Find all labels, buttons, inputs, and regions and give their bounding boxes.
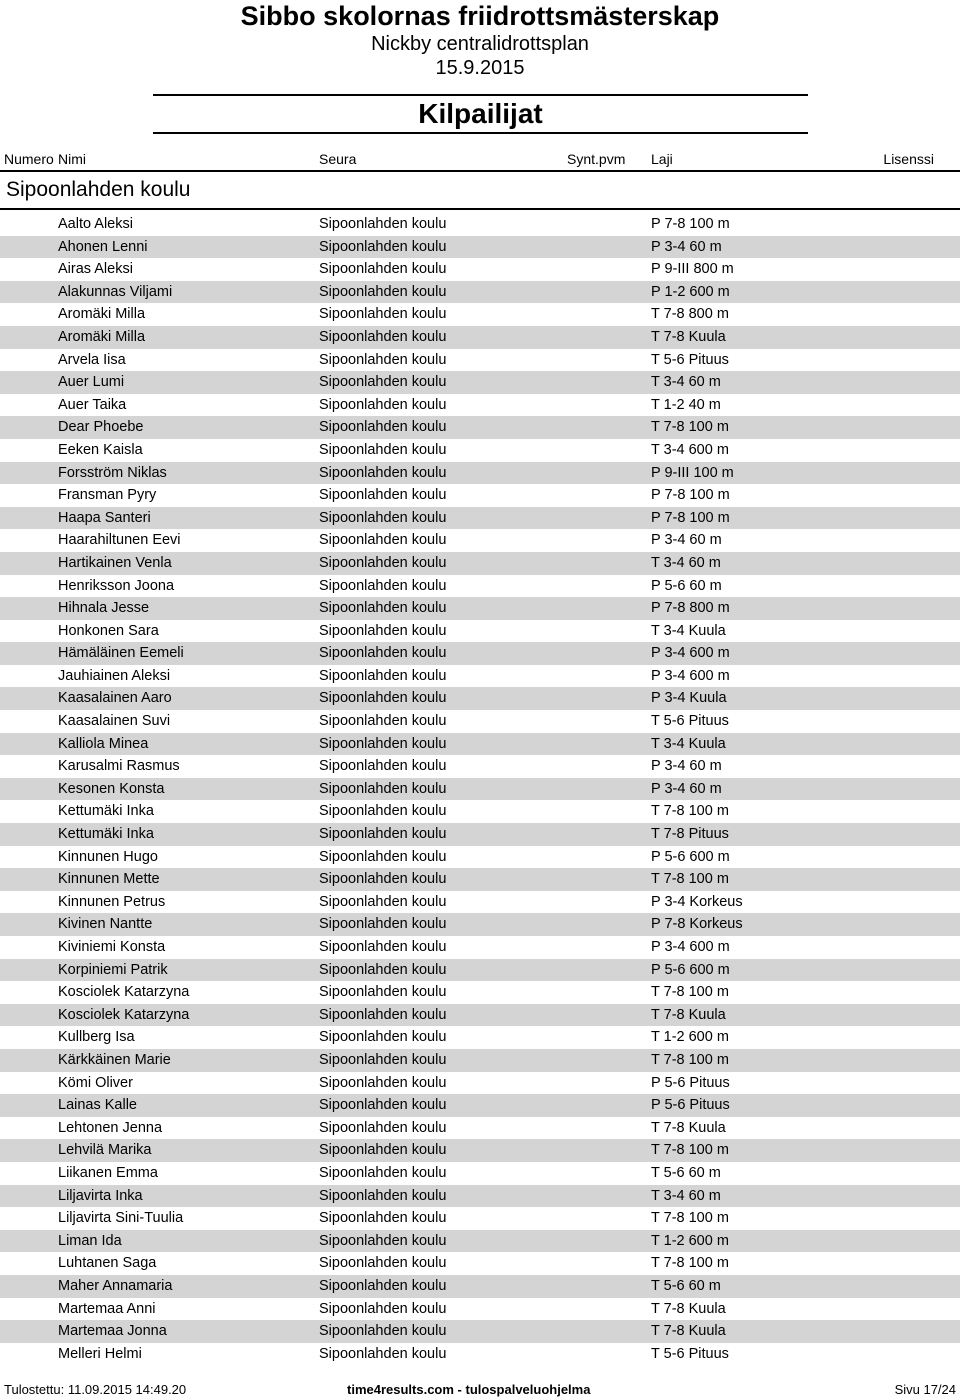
table-row bbox=[0, 371, 960, 394]
competitor-event: T 7-8 100 m bbox=[651, 1051, 729, 1068]
col-header-nimi: Nimi bbox=[58, 151, 86, 167]
competitor-club: Sipoonlahden koulu bbox=[319, 667, 447, 684]
competitor-name: Jauhiainen Aleksi bbox=[58, 667, 171, 684]
competitor-name: Kettumäki Inka bbox=[58, 803, 154, 820]
table-row bbox=[0, 529, 960, 552]
competitor-club: Sipoonlahden koulu bbox=[319, 1164, 447, 1181]
table-row bbox=[0, 213, 960, 236]
competitor-event: P 3-4 60 m bbox=[651, 238, 722, 255]
competitor-event: T 7-8 100 m bbox=[651, 1142, 729, 1159]
table-row bbox=[0, 642, 960, 665]
competitor-club: Sipoonlahden koulu bbox=[319, 283, 447, 300]
col-header-laji: Laji bbox=[651, 151, 673, 167]
column-headers bbox=[0, 148, 960, 172]
competitor-name: Kosciolek Katarzyna bbox=[58, 1006, 190, 1023]
competitor-club: Sipoonlahden koulu bbox=[319, 984, 447, 1001]
competitor-name: Forsström Niklas bbox=[58, 464, 167, 481]
competitor-name: Korpiniemi Patrik bbox=[58, 961, 168, 978]
competitor-club: Sipoonlahden koulu bbox=[319, 328, 447, 345]
competitor-club: Sipoonlahden koulu bbox=[319, 939, 447, 955]
competitor-event: P 5-6 Pituus bbox=[651, 1097, 730, 1114]
competitor-event: P 3-4 600 m bbox=[651, 667, 730, 684]
competitor-name: Aromäki Milla bbox=[58, 306, 146, 323]
table-row bbox=[0, 687, 960, 710]
competitor-event: P 1-2 600 m bbox=[651, 283, 730, 300]
competitor-club: Sipoonlahden koulu bbox=[319, 780, 447, 797]
table-row bbox=[0, 981, 960, 1004]
competitor-event: P 3-4 60 m bbox=[651, 780, 722, 797]
competitor-event: T 1-2 600 m bbox=[651, 1232, 729, 1249]
competitor-event: T 7-8 Kuula bbox=[651, 1006, 726, 1023]
table-row bbox=[0, 575, 960, 598]
table-row bbox=[0, 1252, 960, 1275]
competitor-event: T 3-4 Kuula bbox=[651, 622, 726, 639]
competitor-club: Sipoonlahden koulu bbox=[319, 396, 447, 413]
competitor-name: Airas Aleksi bbox=[58, 261, 133, 278]
table-row bbox=[0, 1275, 960, 1298]
table-row bbox=[0, 710, 960, 733]
competitor-club: Sipoonlahden koulu bbox=[319, 916, 447, 933]
competitor-name: Hartikainen Venla bbox=[58, 554, 172, 571]
competitor-club: Sipoonlahden koulu bbox=[319, 216, 447, 232]
competitor-event: T 7-8 Kuula bbox=[651, 1300, 726, 1317]
competitor-name: Fransman Pyry bbox=[58, 487, 157, 504]
competitor-event: T 3-4 60 m bbox=[651, 1187, 721, 1204]
competitor-event: P 3-4 60 m bbox=[651, 532, 722, 549]
competitor-name: Kärkkäinen Marie bbox=[58, 1051, 171, 1068]
table-row bbox=[0, 755, 960, 778]
competitor-event: T 7-8 Kuula bbox=[651, 328, 726, 345]
competitor-club: Sipoonlahden koulu bbox=[319, 261, 447, 278]
competitor-event: T 1-2 40 m bbox=[651, 396, 721, 413]
competitor-event: P 7-8 Korkeus bbox=[651, 916, 743, 933]
col-header-syntpvm: Synt.pvm bbox=[567, 151, 626, 167]
table-row bbox=[0, 800, 960, 823]
venue: Nickby centralidrottsplan bbox=[371, 33, 589, 55]
competitor-name: Ahonen Lenni bbox=[58, 238, 148, 255]
group-header bbox=[0, 172, 960, 210]
table-row bbox=[0, 1343, 960, 1366]
competitor-name: Liman Ida bbox=[58, 1232, 122, 1249]
competitor-club: Sipoonlahden koulu bbox=[319, 713, 447, 730]
competitor-club: Sipoonlahden koulu bbox=[319, 1255, 447, 1272]
competitor-club: Sipoonlahden koulu bbox=[319, 238, 447, 255]
table-row bbox=[0, 484, 960, 507]
competitor-club: Sipoonlahden koulu bbox=[319, 419, 447, 436]
table-row bbox=[0, 1298, 960, 1321]
competitor-event: P 7-8 800 m bbox=[651, 600, 730, 617]
competitor-event: T 7-8 100 m bbox=[651, 803, 729, 820]
competitor-club: Sipoonlahden koulu bbox=[319, 1345, 447, 1362]
competitor-club: Sipoonlahden koulu bbox=[319, 1210, 447, 1227]
table-row bbox=[0, 846, 960, 869]
competitor-club: Sipoonlahden koulu bbox=[319, 735, 447, 752]
competitor-name: Eeken Kaisla bbox=[58, 441, 143, 458]
table-row bbox=[0, 303, 960, 326]
table-row bbox=[0, 416, 960, 439]
competitor-event: T 7-8 Kuula bbox=[651, 1119, 726, 1136]
competitor-club: Sipoonlahden koulu bbox=[319, 848, 447, 865]
competitor-name: Kettumäki Inka bbox=[58, 826, 154, 843]
competitor-name: Karusalmi Rasmus bbox=[58, 758, 180, 775]
table-row bbox=[0, 1117, 960, 1140]
competitor-club: Sipoonlahden koulu bbox=[319, 1074, 447, 1091]
competitor-club: Sipoonlahden koulu bbox=[319, 1097, 447, 1114]
table-row bbox=[0, 1049, 960, 1072]
competitor-club: Sipoonlahden koulu bbox=[319, 351, 447, 368]
competitor-event: T 7-8 Kuula bbox=[651, 1323, 726, 1340]
competitor-name: Aalto Aleksi bbox=[58, 216, 133, 232]
competitor-event: P 7-8 100 m bbox=[651, 216, 730, 232]
competitor-event: P 3-4 Kuula bbox=[651, 690, 727, 707]
event-title: Sibbo skolornas friidrottsmästerskap bbox=[240, 1, 720, 31]
competitor-club: Sipoonlahden koulu bbox=[319, 1142, 447, 1159]
competitor-club: Sipoonlahden koulu bbox=[319, 554, 447, 571]
table-row bbox=[0, 394, 960, 417]
competitor-event: P 3-4 60 m bbox=[651, 758, 722, 775]
competitor-name: Melleri Helmi bbox=[58, 1345, 142, 1362]
competitor-name: Kinnunen Mette bbox=[58, 871, 160, 888]
competitor-name: Haarahiltunen Eevi bbox=[58, 532, 181, 549]
table-row bbox=[0, 462, 960, 485]
table-row bbox=[0, 281, 960, 304]
competitor-name: Kalliola Minea bbox=[58, 735, 149, 752]
competitor-name: Honkonen Sara bbox=[58, 622, 159, 639]
competitor-club: Sipoonlahden koulu bbox=[319, 1006, 447, 1023]
competitor-event: T 5-6 Pituus bbox=[651, 1345, 729, 1362]
competitor-club: Sipoonlahden koulu bbox=[319, 441, 447, 458]
competitor-name: Dear Phoebe bbox=[58, 419, 144, 436]
competitor-event: T 3-4 600 m bbox=[651, 441, 729, 458]
competitor-club: Sipoonlahden koulu bbox=[319, 758, 447, 775]
competitor-name: Martemaa Jonna bbox=[58, 1323, 167, 1340]
competitor-event: P 7-8 100 m bbox=[651, 487, 730, 504]
section-title-box bbox=[153, 94, 808, 134]
competitor-event: T 5-6 Pituus bbox=[651, 351, 729, 368]
print-timestamp: Tulostettu: 11.09.2015 14:49.20 bbox=[4, 1382, 187, 1397]
competitor-name: Arvela Iisa bbox=[58, 351, 126, 368]
competitor-event: T 7-8 100 m bbox=[651, 871, 729, 888]
table-row bbox=[0, 1139, 960, 1162]
table-row bbox=[0, 1230, 960, 1253]
competitor-name: Auer Taika bbox=[58, 396, 127, 413]
competitor-club: Sipoonlahden koulu bbox=[319, 532, 447, 549]
competitor-club: Sipoonlahden koulu bbox=[319, 803, 447, 820]
competitor-name: Aromäki Milla bbox=[58, 328, 146, 345]
competitor-club: Sipoonlahden koulu bbox=[319, 1323, 447, 1340]
table-row bbox=[0, 733, 960, 756]
competitor-name: Kaasalainen Suvi bbox=[58, 713, 171, 730]
competitor-club: Sipoonlahden koulu bbox=[319, 1051, 447, 1068]
competitor-name: Alakunnas Viljami bbox=[58, 283, 173, 300]
competitor-name: Lehvilä Marika bbox=[58, 1142, 152, 1159]
competitor-club: Sipoonlahden koulu bbox=[319, 690, 447, 707]
competitor-event: T 7-8 100 m bbox=[651, 419, 729, 436]
table-row bbox=[0, 326, 960, 349]
competitor-event: T 1-2 600 m bbox=[651, 1029, 729, 1046]
table-row bbox=[0, 1162, 960, 1185]
event-date: 15.9.2015 bbox=[435, 57, 525, 79]
table-row bbox=[0, 1026, 960, 1049]
table-row bbox=[0, 1094, 960, 1117]
competitor-club: Sipoonlahden koulu bbox=[319, 645, 447, 662]
competitor-name: Henriksson Joona bbox=[58, 577, 175, 594]
competitor-club: Sipoonlahden koulu bbox=[319, 1119, 447, 1136]
competitor-event: P 9-III 100 m bbox=[651, 464, 734, 481]
competitor-club: Sipoonlahden koulu bbox=[319, 871, 447, 888]
competitor-club: Sipoonlahden koulu bbox=[319, 1300, 447, 1317]
competitor-club: Sipoonlahden koulu bbox=[319, 509, 447, 526]
competitor-club: Sipoonlahden koulu bbox=[319, 464, 447, 481]
table-row bbox=[0, 778, 960, 801]
table-row bbox=[0, 891, 960, 914]
group-name: Sipoonlahden koulu bbox=[6, 178, 191, 201]
page-number: Sivu 17/24 bbox=[894, 1382, 956, 1397]
competitor-name: Haapa Santeri bbox=[58, 509, 151, 526]
competitor-name: Lainas Kalle bbox=[58, 1097, 137, 1114]
competitor-event: P 9-III 800 m bbox=[651, 261, 734, 278]
competitor-event: P 3-4 600 m bbox=[651, 645, 730, 662]
table-row bbox=[0, 936, 960, 959]
competitor-name: Kaasalainen Aaro bbox=[58, 690, 172, 707]
table-row bbox=[0, 552, 960, 575]
competitor-event: P 5-6 600 m bbox=[651, 961, 730, 978]
competitor-name: Kivinen Nantte bbox=[58, 916, 153, 933]
table-row bbox=[0, 913, 960, 936]
table-row bbox=[0, 507, 960, 530]
competitor-name: Liljavirta Inka bbox=[58, 1187, 143, 1204]
competitor-name: Hämäläinen Eemeli bbox=[58, 645, 184, 662]
competitor-name: Luhtanen Saga bbox=[58, 1255, 157, 1272]
competitor-name: Maher Annamaria bbox=[58, 1277, 173, 1294]
competitor-club: Sipoonlahden koulu bbox=[319, 826, 447, 843]
competitor-event: T 5-6 Pituus bbox=[651, 713, 729, 730]
col-header-seura: Seura bbox=[319, 151, 357, 167]
table-row bbox=[0, 823, 960, 846]
col-header-lisenssi: Lisenssi bbox=[883, 151, 934, 167]
competitor-club: Sipoonlahden koulu bbox=[319, 893, 447, 910]
competitor-event: T 3-4 Kuula bbox=[651, 735, 726, 752]
table-row bbox=[0, 959, 960, 982]
table-row bbox=[0, 597, 960, 620]
competitor-event: P 3-4 Korkeus bbox=[651, 893, 743, 910]
competitor-club: Sipoonlahden koulu bbox=[319, 1277, 447, 1294]
competitor-event: T 7-8 800 m bbox=[651, 306, 729, 323]
table-row bbox=[0, 1072, 960, 1095]
competitor-club: Sipoonlahden koulu bbox=[319, 1029, 447, 1046]
competitor-club: Sipoonlahden koulu bbox=[319, 487, 447, 504]
competitor-event: P 7-8 100 m bbox=[651, 509, 730, 526]
competitor-event: P 3-4 600 m bbox=[651, 939, 730, 955]
competitor-name: Kesonen Konsta bbox=[58, 780, 165, 797]
competitor-club: Sipoonlahden koulu bbox=[319, 600, 447, 617]
competitor-name: Liljavirta Sini-Tuulia bbox=[58, 1210, 184, 1227]
table-row bbox=[0, 439, 960, 462]
competitor-name: Kullberg Isa bbox=[58, 1029, 135, 1046]
page-title: Kilpailijat bbox=[418, 98, 543, 129]
table-row bbox=[0, 1207, 960, 1230]
table-row bbox=[0, 1185, 960, 1208]
competitor-name: Lehtonen Jenna bbox=[58, 1119, 163, 1136]
competitor-event: T 7-8 100 m bbox=[651, 1210, 729, 1227]
table-row bbox=[0, 1320, 960, 1343]
competitor-list bbox=[0, 213, 960, 1365]
page-footer bbox=[0, 1381, 960, 1399]
table-row bbox=[0, 236, 960, 259]
competitor-name: Martemaa Anni bbox=[58, 1300, 156, 1317]
competitor-club: Sipoonlahden koulu bbox=[319, 1187, 447, 1204]
table-row bbox=[0, 258, 960, 281]
table-row bbox=[0, 868, 960, 891]
competitor-name: Auer Lumi bbox=[58, 374, 125, 391]
table-row bbox=[0, 1004, 960, 1027]
col-header-numero: Numero bbox=[4, 151, 54, 167]
software-credit: time4results.com - tulospalveluohjelma bbox=[347, 1382, 591, 1397]
competitor-name: Kömi Oliver bbox=[58, 1074, 133, 1091]
competitor-name: Kinnunen Hugo bbox=[58, 848, 158, 865]
competitor-club: Sipoonlahden koulu bbox=[319, 1232, 447, 1249]
competitor-event: T 7-8 100 m bbox=[651, 1255, 729, 1272]
competitor-event: T 5-6 60 m bbox=[651, 1277, 721, 1294]
table-row bbox=[0, 665, 960, 688]
competitor-event: P 5-6 60 m bbox=[651, 577, 722, 594]
competitor-name: Kosciolek Katarzyna bbox=[58, 984, 190, 1001]
competitor-name: Kinnunen Petrus bbox=[58, 893, 166, 910]
competitor-event: T 7-8 Pituus bbox=[651, 826, 729, 843]
competitor-name: Kiviniemi Konsta bbox=[58, 939, 166, 955]
competitor-name: Hihnala Jesse bbox=[58, 600, 150, 617]
competitor-club: Sipoonlahden koulu bbox=[319, 622, 447, 639]
table-row bbox=[0, 349, 960, 372]
competitor-event: T 5-6 60 m bbox=[651, 1164, 721, 1181]
competitor-club: Sipoonlahden koulu bbox=[319, 374, 447, 391]
competitor-event: P 5-6 Pituus bbox=[651, 1074, 730, 1091]
table-row bbox=[0, 620, 960, 643]
competitor-club: Sipoonlahden koulu bbox=[319, 577, 447, 594]
competitor-event: P 5-6 600 m bbox=[651, 848, 730, 865]
competitor-club: Sipoonlahden koulu bbox=[319, 961, 447, 978]
competitor-event: T 7-8 100 m bbox=[651, 984, 729, 1001]
competitor-event: T 3-4 60 m bbox=[651, 374, 721, 391]
competitor-name: Liikanen Emma bbox=[58, 1164, 158, 1181]
competitor-club: Sipoonlahden koulu bbox=[319, 306, 447, 323]
competitor-event: T 3-4 60 m bbox=[651, 554, 721, 571]
